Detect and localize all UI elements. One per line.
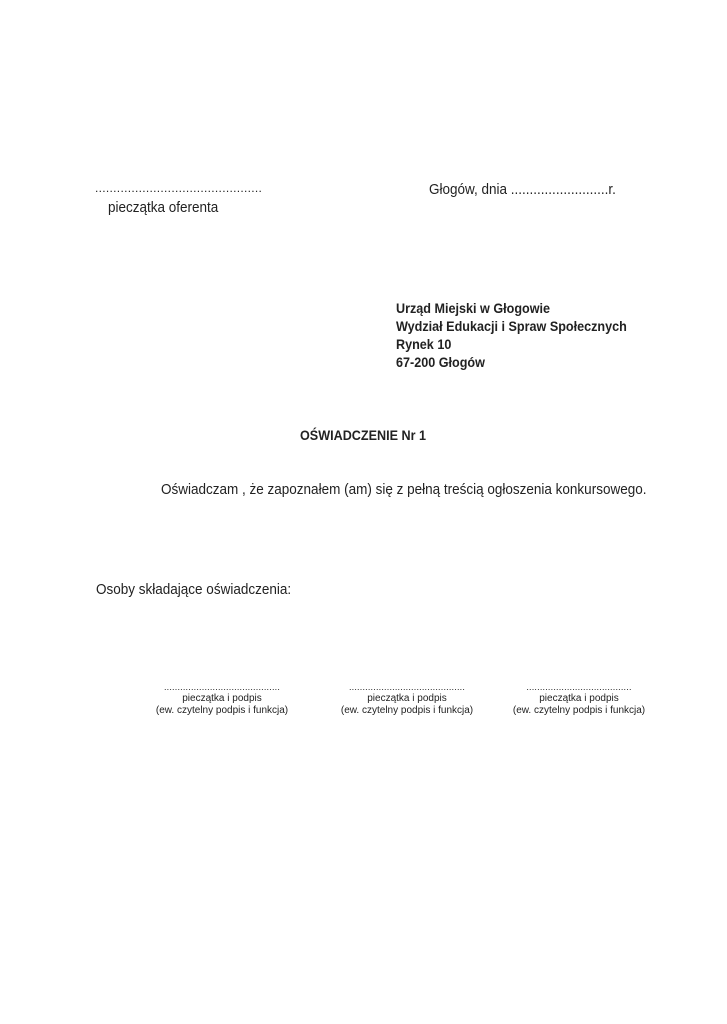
document-title-text: OŚWIADCZENIE Nr 1 [300,427,427,443]
signature-block [322,681,492,717]
recipient-department: Wydział Edukacji i Spraw Społecznych [396,318,627,334]
signature-label: pieczątka i podpis [182,693,262,704]
persons-label: Osoby składające oświadczenia: [96,581,292,598]
recipient-office: Urząd Miejski w Głogowie [396,300,551,316]
recipient-street: Rynek 10 [396,336,452,352]
document-title [0,427,727,443]
signature-block [494,681,664,717]
declaration-text: Oświadczam , że zapoznałem (am) się z pełną treścią ogłoszenia konkursowego. [161,481,647,498]
signature-note: (ew. czytelny podpis i funkcja) [340,705,474,716]
signature-block [137,681,307,717]
place-date-line: Głogów, dnia ..........................r. [429,181,616,198]
signature-dotted-line: ........................................... [348,682,466,692]
stamp-dotted-line: .............................................. [95,181,263,195]
stamp-label: pieczątka oferenta [108,199,219,216]
signature-dotted-line: ........................................... [163,682,281,692]
signature-dotted-line: ....................................... [526,682,632,692]
signature-label: pieczątka i podpis [367,693,447,704]
signature-note: (ew. czytelny podpis i funkcja) [512,705,646,716]
recipient-address [396,299,627,371]
signature-label: pieczątka i podpis [539,693,619,704]
recipient-city: 67-200 Głogów [396,354,485,370]
signature-note: (ew. czytelny podpis i funkcja) [155,705,289,716]
